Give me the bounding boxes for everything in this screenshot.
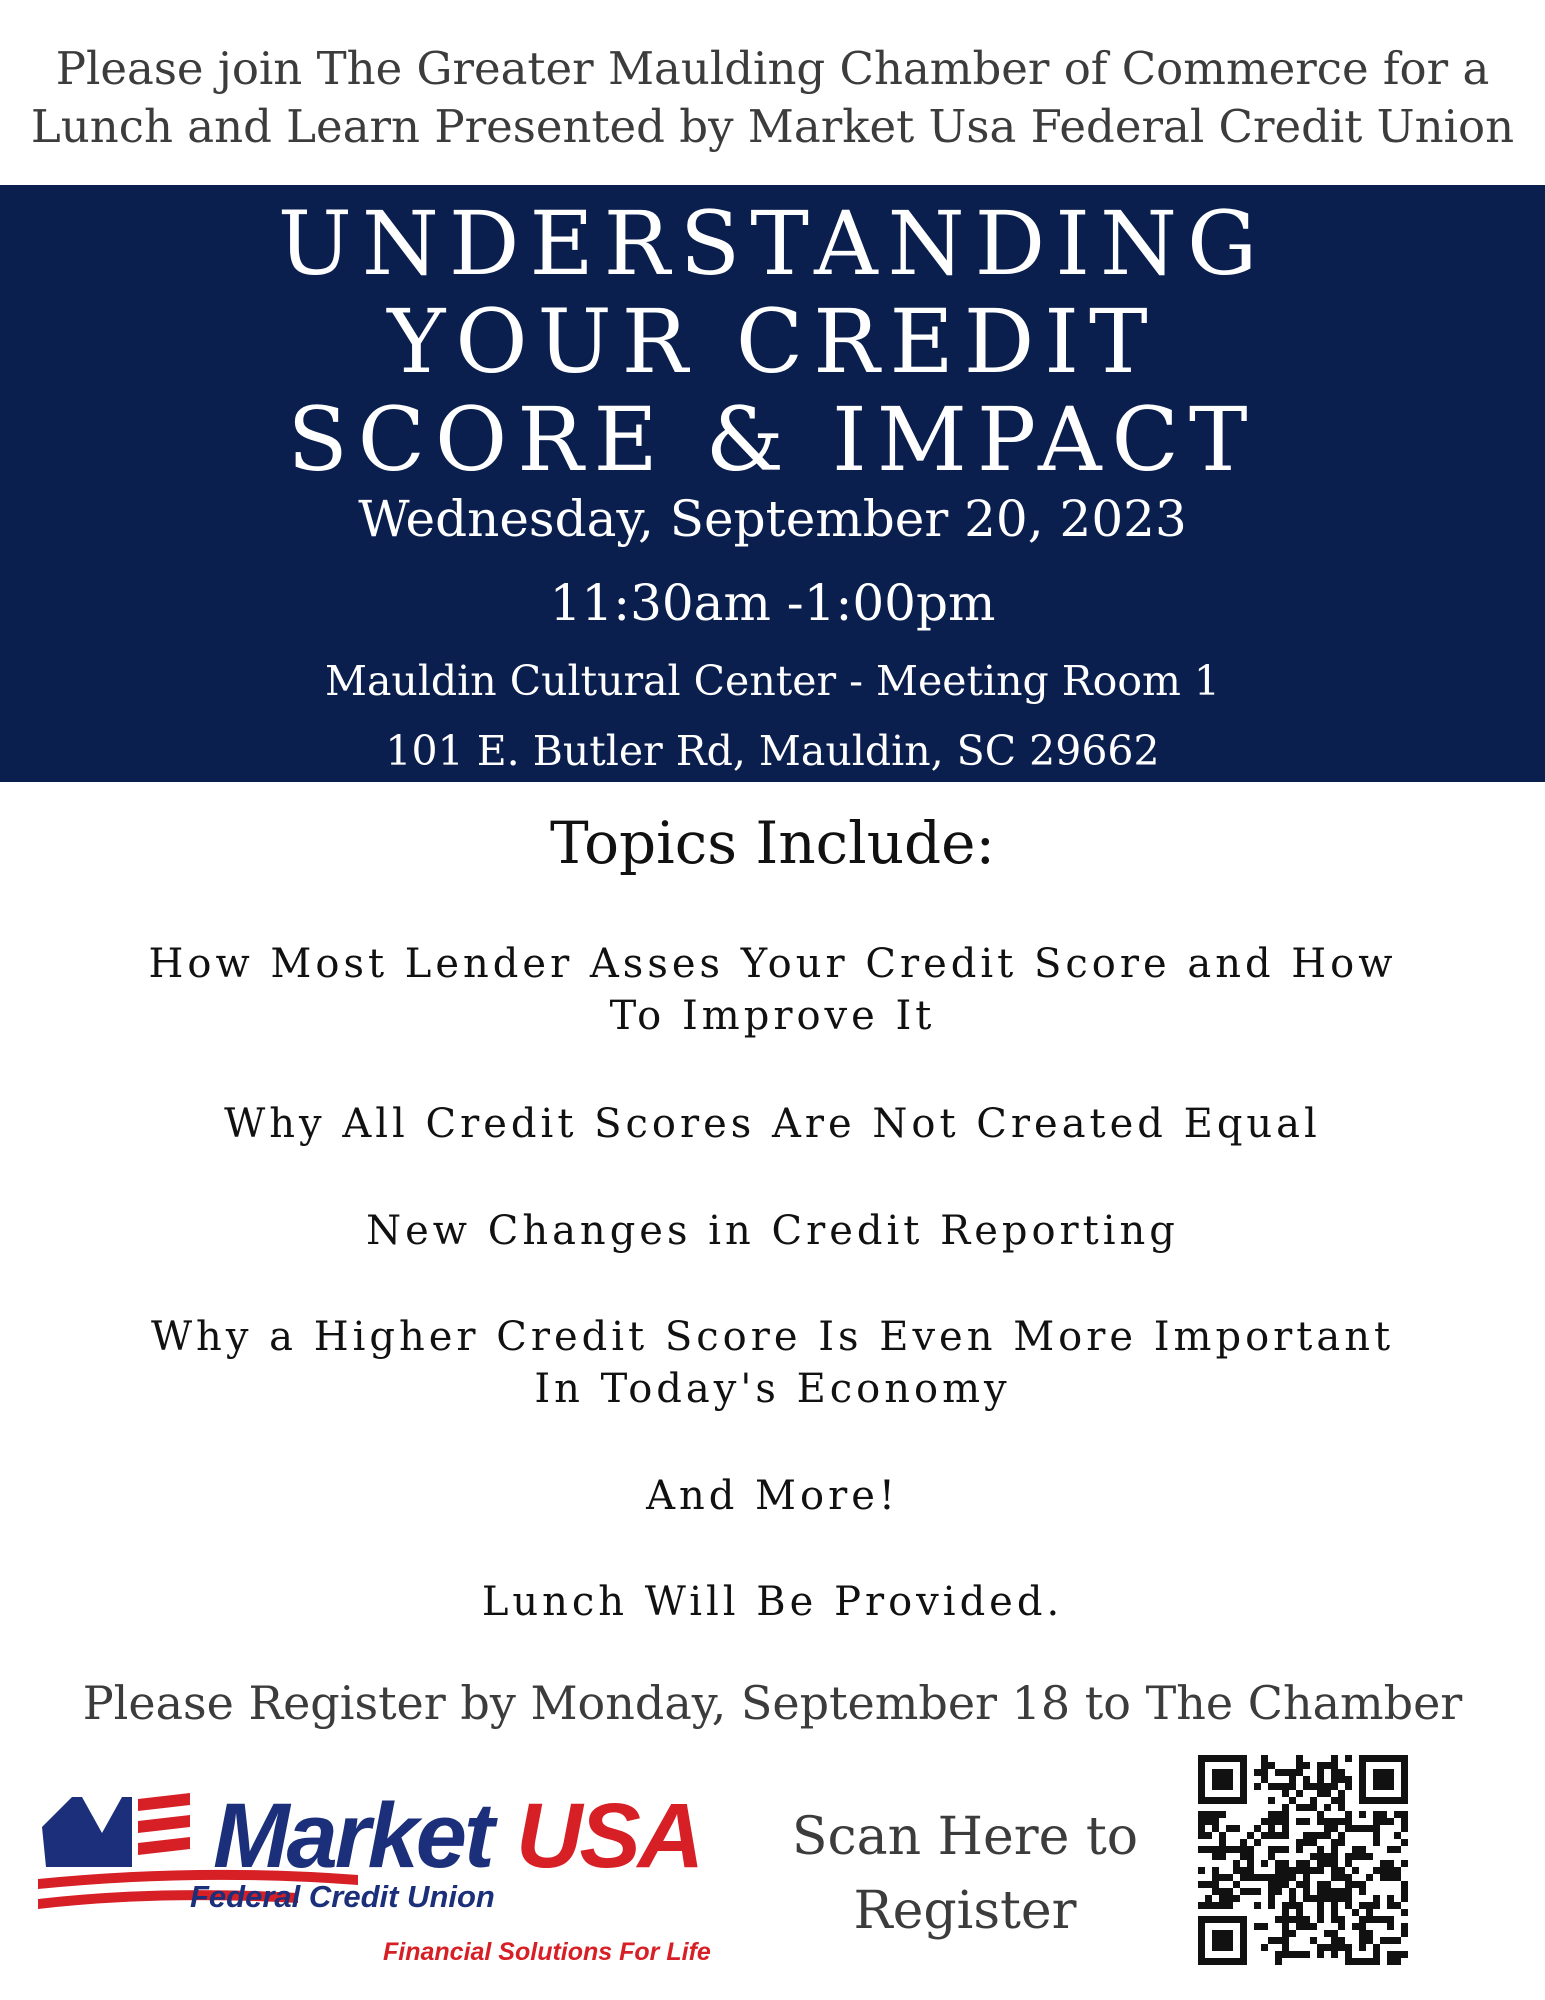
event-banner (0, 185, 1545, 782)
qr-code[interactable] (1198, 1755, 1408, 1965)
topic-item (120, 1311, 1425, 1415)
intro-text (0, 40, 1545, 156)
title-line-3: SCORE & IMPACT (287, 388, 1258, 491)
topic-item: And More! (646, 1473, 899, 1519)
register-deadline: Please Register by Monday, September 18 to The Chamber (82, 1676, 1463, 1730)
event-title (0, 185, 1545, 489)
topic-item: Lunch Will Be Provided. (481, 1579, 1064, 1625)
event-date: Wednesday, September 20, 2023 (358, 490, 1187, 548)
title-line-1: UNDERSTANDING (277, 192, 1268, 295)
logo-tagline: Financial Solutions For Life (383, 1938, 711, 1966)
title-line-2: YOUR CREDIT (387, 290, 1158, 393)
qr-finder-bottom-left (1198, 1916, 1247, 1965)
logo-usa-text: USA (516, 1785, 702, 1887)
topic-item: Why All Credit Scores Are Not Created Equal (224, 1101, 1321, 1147)
event-address: 101 E. Butler Rd, Mauldin, SC 29662 (385, 727, 1160, 775)
topic-item (120, 938, 1425, 1042)
topic-item: New Changes in Credit Reporting (366, 1208, 1179, 1254)
topics-heading: Topics Include: (549, 809, 996, 877)
scan-instructions (780, 1800, 1150, 1948)
scan-line-1: Scan Here to (791, 1807, 1139, 1867)
event-venue: Mauldin Cultural Center - Meeting Room 1 (324, 657, 1220, 705)
logo-subtitle: Federal Credit Union (190, 1879, 495, 1914)
qr-finder-top-left (1198, 1755, 1247, 1804)
event-time: 11:30am -1:00pm (549, 574, 996, 632)
logo-market-text: Market (213, 1785, 492, 1887)
intro-line-2: Lunch and Learn Presented by Market Usa Federal Credit Union (30, 100, 1515, 153)
topic-line: In Today's Economy (534, 1366, 1011, 1412)
intro-line-1: Please join The Greater Maulding Chamber of Commerce for a (55, 42, 1490, 95)
topic-line: Why a Higher Credit Score Is Even More Important (150, 1314, 1395, 1360)
topic-line: To Improve It (609, 993, 936, 1039)
qr-finder-top-right (1359, 1755, 1408, 1804)
topic-line: How Most Lender Asses Your Credit Score and How (148, 941, 1397, 987)
market-usa-logo (38, 1775, 718, 1975)
scan-line-2: Register (853, 1881, 1077, 1941)
